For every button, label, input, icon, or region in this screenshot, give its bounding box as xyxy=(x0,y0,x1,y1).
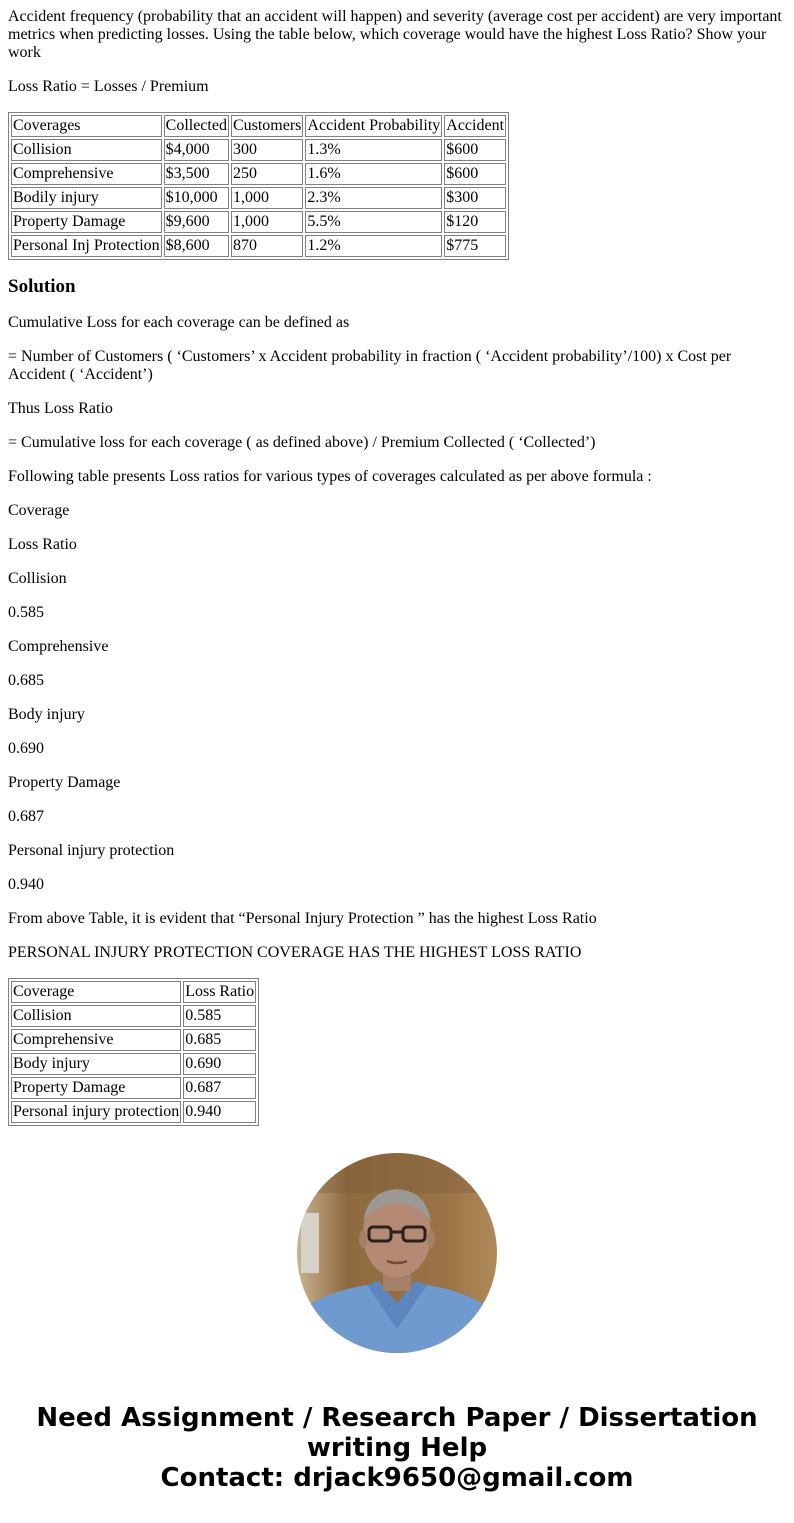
table-cell: 1,000 xyxy=(231,211,303,233)
table-cell: 0.940 xyxy=(183,1101,256,1123)
table-cell: 300 xyxy=(231,139,303,161)
table-header-cell: Loss Ratio xyxy=(183,981,256,1003)
table-row xyxy=(11,163,506,185)
loss-ratio-list-item: 0.685 xyxy=(8,672,44,689)
table-cell: $3,500 xyxy=(164,163,229,185)
table-header-cell: Customers xyxy=(231,115,303,137)
table-cell: $120 xyxy=(444,211,506,233)
loss-ratio-list-item: 0.585 xyxy=(8,604,44,621)
portrait-illustration xyxy=(297,1153,497,1353)
table-row xyxy=(11,139,506,161)
loss-ratio-list-item: 0.940 xyxy=(8,876,44,893)
table-cell: Comprehensive xyxy=(11,163,162,185)
solution-paragraph: Cumulative Loss for each coverage can be defined as xyxy=(8,314,350,331)
loss-ratio-list-item: 0.687 xyxy=(8,808,44,825)
table-row xyxy=(11,1005,256,1027)
solution-paragraph: Thus Loss Ratio xyxy=(8,400,113,417)
loss-ratio-list-item: Collision xyxy=(8,570,67,587)
loss-ratio-list-item: Coverage xyxy=(8,502,70,519)
table-cell: Comprehensive xyxy=(11,1029,181,1051)
table-cell: $10,000 xyxy=(164,187,229,209)
coverage-data-table xyxy=(8,112,509,260)
table-header-row xyxy=(11,115,506,137)
table-cell: 0.687 xyxy=(183,1077,256,1099)
loss-ratio-formula: Loss Ratio = Losses / Premium xyxy=(8,78,209,95)
table-row xyxy=(11,1101,256,1123)
table-cell: 870 xyxy=(231,235,303,257)
contact-line: Contact: drjack9650@gmail.com xyxy=(160,1463,634,1493)
table-cell: $9,600 xyxy=(164,211,229,233)
table-header-cell: Accident xyxy=(444,115,506,137)
table-cell: Property Damage xyxy=(11,211,162,233)
table-row xyxy=(11,211,506,233)
banner-line: Need Assignment / Research Paper / Dissertation xyxy=(36,1403,758,1433)
table-cell: 0.685 xyxy=(183,1029,256,1051)
solution-heading: Solution xyxy=(8,276,76,297)
contact-banner xyxy=(0,1403,794,1493)
table-header-row xyxy=(11,981,256,1003)
table-cell: Collision xyxy=(11,139,162,161)
table-row xyxy=(11,187,506,209)
table-row xyxy=(11,1029,256,1051)
table-cell: 250 xyxy=(231,163,303,185)
table-cell: Body injury xyxy=(11,1053,181,1075)
table-cell: $4,000 xyxy=(164,139,229,161)
table-cell: Collision xyxy=(11,1005,181,1027)
table-header-cell: Coverages xyxy=(11,115,162,137)
table-header-cell: Accident Probability xyxy=(305,115,442,137)
banner-line: writing Help xyxy=(306,1433,488,1463)
table-row xyxy=(11,1053,256,1075)
table-row xyxy=(11,235,506,257)
table-header-cell: Coverage xyxy=(11,981,181,1003)
table-cell: 5.5% xyxy=(305,211,442,233)
table-cell: 1.6% xyxy=(305,163,442,185)
loss-ratio-list-item: 0.690 xyxy=(8,740,44,757)
loss-ratio-list-item: Loss Ratio xyxy=(8,536,77,553)
solution-paragraph: = Number of Customers ( ‘Customers’ x Accident probability in fraction ( ‘Accident probability’/100) x Cost per Accident ( ‘Accident’) xyxy=(8,348,732,383)
table-cell: 0.585 xyxy=(183,1005,256,1027)
solution-paragraph: Following table presents Loss ratios for various types of coverages calculated as per above formula : xyxy=(8,468,652,485)
table-cell: Bodily injury xyxy=(11,187,162,209)
table-cell: $300 xyxy=(444,187,506,209)
table-cell: $8,600 xyxy=(164,235,229,257)
table-cell: $775 xyxy=(444,235,506,257)
table-row xyxy=(11,1077,256,1099)
table-cell: Personal Inj Protection xyxy=(11,235,162,257)
loss-ratio-list-item: Personal injury protection xyxy=(8,842,175,859)
table-header-cell: Collected xyxy=(164,115,229,137)
table-cell: 0.690 xyxy=(183,1053,256,1075)
solution-paragraph: = Cumulative loss for each coverage ( as defined above) / Premium Collected ( ‘Collected’) xyxy=(8,434,596,451)
table-cell: 1,000 xyxy=(231,187,303,209)
loss-ratio-list-item: Property Damage xyxy=(8,774,121,791)
solution-conclusion: From above Table, it is evident that “Personal Injury Protection ” has the highest Loss Ratio xyxy=(8,910,597,927)
table-cell: 1.2% xyxy=(305,235,442,257)
table-cell: Property Damage xyxy=(11,1077,181,1099)
table-cell: $600 xyxy=(444,163,506,185)
loss-ratio-list-item: Body injury xyxy=(8,706,85,723)
author-photo xyxy=(297,1153,497,1353)
table-cell: $600 xyxy=(444,139,506,161)
table-cell: Personal injury protection xyxy=(11,1101,181,1123)
loss-ratio-table xyxy=(8,978,259,1126)
solution-answer: PERSONAL INJURY PROTECTION COVERAGE HAS THE HIGHEST LOSS RATIO xyxy=(8,944,582,961)
loss-ratio-list-item: Comprehensive xyxy=(8,638,109,655)
table-cell: 1.3% xyxy=(305,139,442,161)
question-text: Accident frequency (probability that an accident will happen) and severity (average cost per accident) are very important metrics when predicting losses. Using the table below, which coverage would have the highest Loss Ratio? Show your work xyxy=(8,8,782,61)
table-cell: 2.3% xyxy=(305,187,442,209)
